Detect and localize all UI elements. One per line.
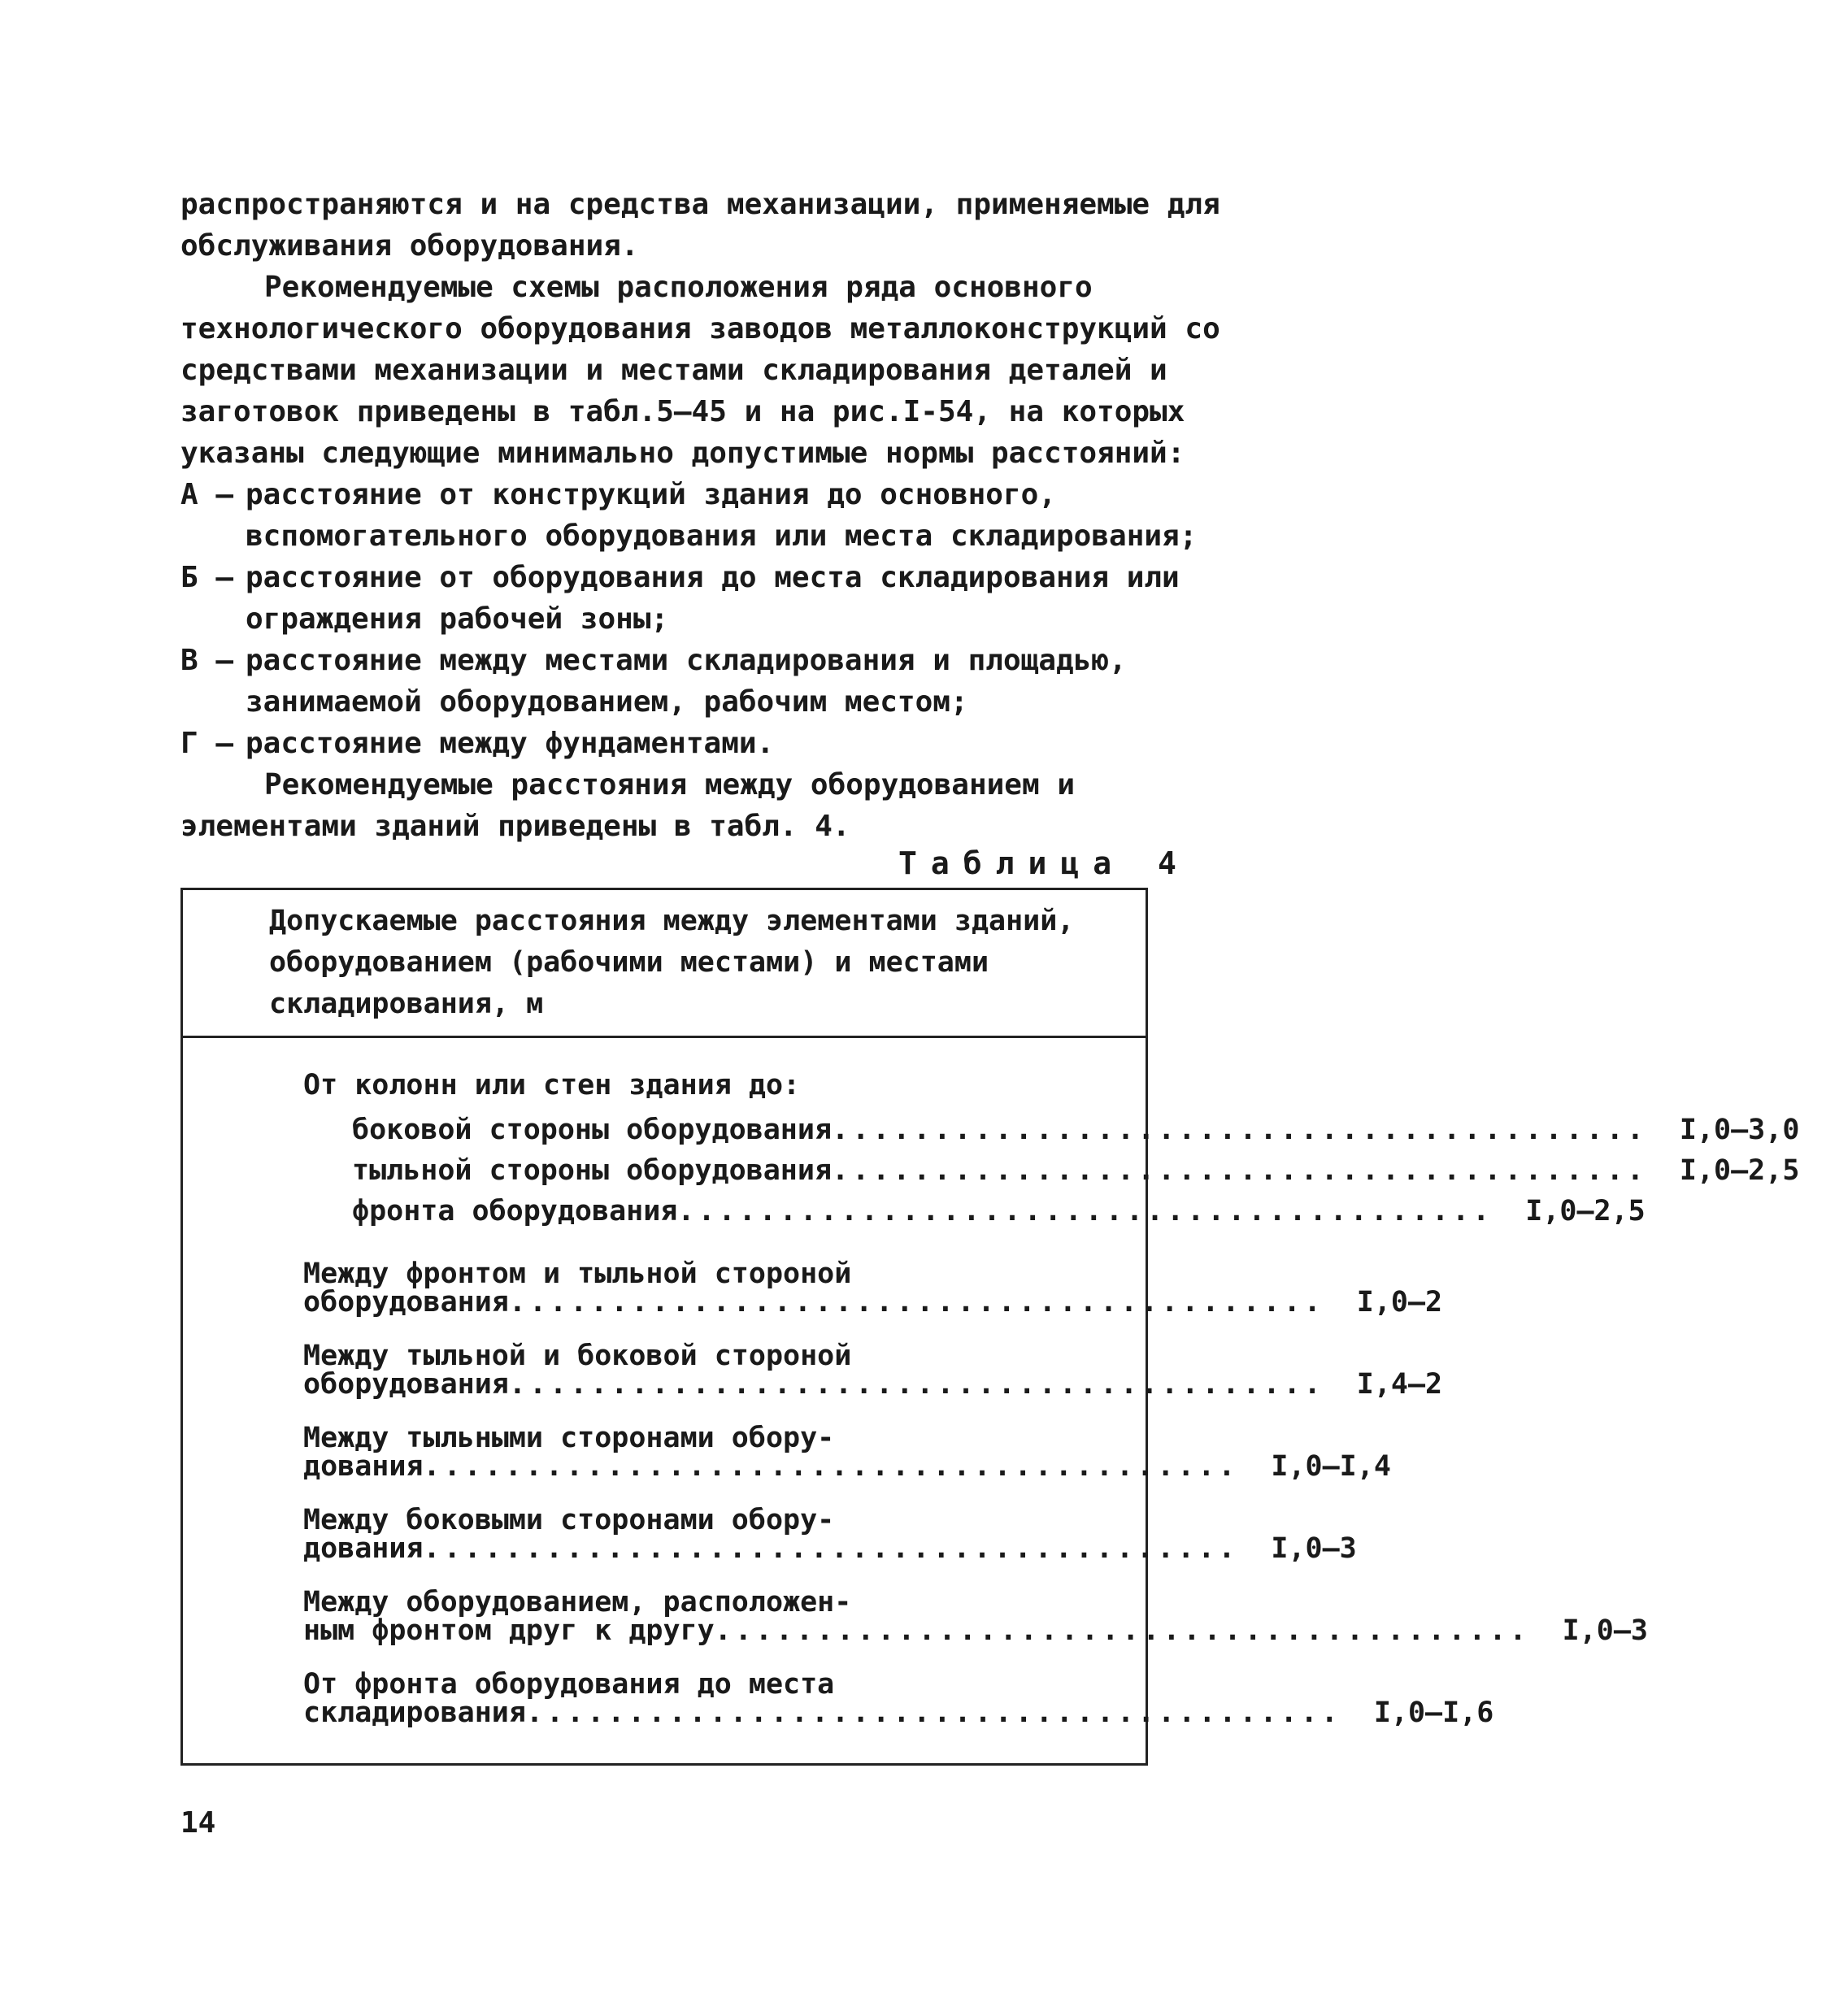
table-row xyxy=(303,1422,1391,1483)
row-label-cont: дования xyxy=(303,1450,424,1483)
leader-dots: ........................................ xyxy=(525,1697,1341,1729)
list-item xyxy=(180,474,1237,557)
row-value: I,0–I,4 xyxy=(1271,1450,1391,1483)
row-label-cont: ным фронтом друг к другу xyxy=(303,1614,715,1647)
list-item-mark: А – xyxy=(180,478,234,511)
leader-dots: ........................................ xyxy=(677,1195,1493,1227)
row-label: боковой стороны оборудования xyxy=(352,1114,833,1146)
row-value: I,0–2,5 xyxy=(1525,1195,1646,1227)
list-item xyxy=(180,557,1237,640)
leader-dots: ........................................ xyxy=(423,1450,1239,1483)
row-value: I,0–2 xyxy=(1356,1286,1443,1319)
row-label-cont: дования xyxy=(303,1532,424,1565)
table-group-title: От колонн или стен здания до: xyxy=(303,1069,801,1101)
table-row xyxy=(352,1195,1646,1227)
row-label: Между тыльными сторонами обору- xyxy=(303,1422,835,1454)
table-header: Допускаемые расстояния между элементами зданий, оборудованием (рабочими местами) и местами складирования, м xyxy=(183,890,1146,1038)
table-row xyxy=(303,1258,1443,1319)
row-label: Между фронтом и тыльной стороной xyxy=(303,1258,852,1290)
row-value: I,4–2 xyxy=(1356,1368,1443,1401)
row-label: фронта оборудования xyxy=(352,1195,678,1227)
list-item-text: расстояние от оборудования до места складирования или ограждения рабочей зоны; xyxy=(246,561,1180,636)
list-item xyxy=(180,723,1237,764)
table-row xyxy=(303,1668,1494,1729)
table-row xyxy=(303,1340,1443,1401)
list-item-text: расстояние от конструкций здания до основного, вспомогательного оборудования или места складирования; xyxy=(246,478,1198,553)
list-item-text: расстояние между местами складирования и площадью, занимаемой оборудованием, рабочим местом; xyxy=(246,644,1127,719)
row-label: Между тыльной и боковой стороной xyxy=(303,1340,852,1372)
distance-norms-list xyxy=(180,474,1237,764)
list-item-mark: Г – xyxy=(180,727,234,760)
row-value: I,0–3,0 xyxy=(1679,1114,1800,1146)
row-value: I,0–3 xyxy=(1271,1532,1357,1565)
paragraph-intro: распространяются и на средства механизации, применяемые для обслуживания оборудования. xyxy=(180,188,1220,263)
row-label: Между оборудованием, расположен- xyxy=(303,1586,852,1618)
row-label: тыльной стороны оборудования xyxy=(352,1154,833,1187)
row-label-cont: оборудования xyxy=(303,1368,509,1401)
leader-dots: ........................................ xyxy=(423,1532,1239,1565)
table-label: Таблица 4 xyxy=(898,845,1190,881)
table-row xyxy=(303,1586,1648,1647)
paragraph-schemes: Рекомендуемые схемы расположения ряда основного технологического оборудования заводов металлоконструкций со средствами механизации и местами складирования деталей и заготовок приведены в табл.5–45 и на рис.I-54, на которых указаны следующие минимально допустимые нормы расстояний: xyxy=(180,271,1220,470)
paragraph-table-ref: Рекомендуемые расстояния между оборудованием и элементами зданий приведены в табл. 4. xyxy=(180,768,1075,843)
row-label: От фронта оборудования до места xyxy=(303,1668,835,1701)
leader-dots: ........................................ xyxy=(508,1286,1324,1319)
table-row xyxy=(303,1504,1357,1565)
row-label-cont: оборудования xyxy=(303,1286,509,1319)
list-item xyxy=(180,640,1237,723)
leader-dots: ........................................ xyxy=(832,1114,1647,1146)
leader-dots: ........................................ xyxy=(508,1368,1324,1401)
leader-dots: ........................................ xyxy=(714,1614,1530,1647)
row-value: I,0–3 xyxy=(1562,1614,1648,1647)
row-label: Между боковыми сторонами обору- xyxy=(303,1504,835,1536)
list-item-mark: Б – xyxy=(180,561,234,594)
list-item-text: расстояние между фундаментами. xyxy=(246,727,775,760)
list-item-mark: В – xyxy=(180,644,234,677)
page-number: 14 xyxy=(180,1806,216,1840)
distances-table xyxy=(180,888,1800,1766)
row-value: I,0–2,5 xyxy=(1679,1154,1800,1187)
table-row xyxy=(352,1114,1800,1146)
row-value: I,0–I,6 xyxy=(1373,1697,1494,1729)
leader-dots: ........................................ xyxy=(832,1154,1647,1187)
row-label-cont: складирования xyxy=(303,1697,526,1729)
table-row xyxy=(352,1154,1800,1187)
